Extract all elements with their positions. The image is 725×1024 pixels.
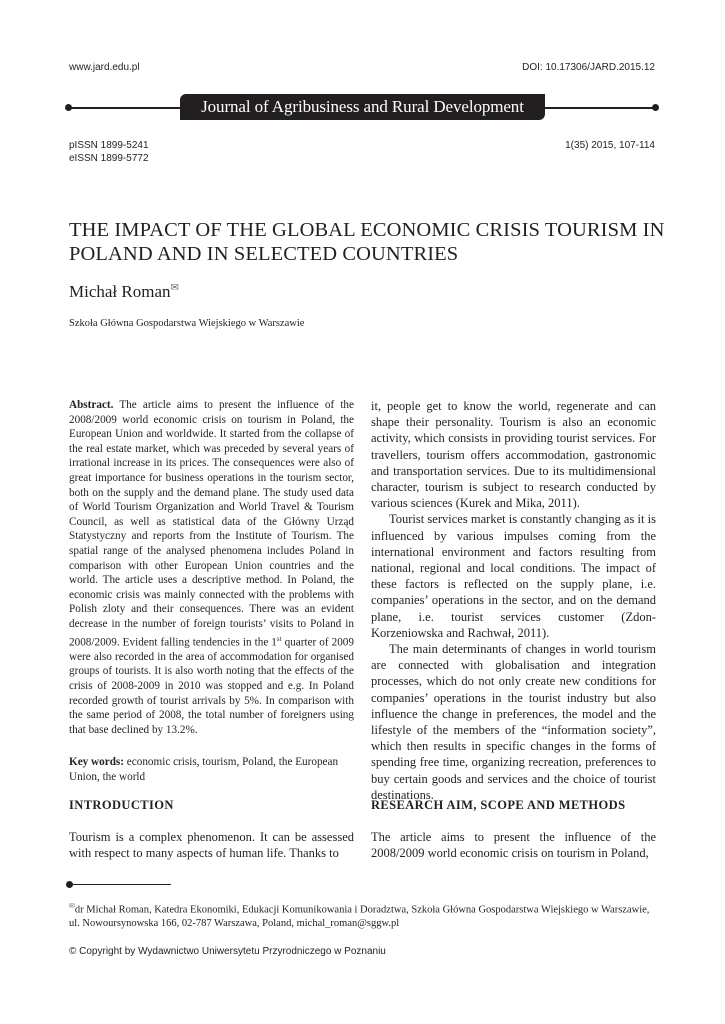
- abstract-text: The article aims to present the influence of the 2008/2009 world economic crisis on tourism in Poland, the European Union and worldwide. It started from the collapse of the real estate market, which was preceded by several years of irrational increase in its prices. The consequences were also of great importance for business operations in the tourism sector, both on the supply and the demand plane. The study used data of World Tourism Organization and World Travel & Tourism Council, as well as statistical data of the Główny Urząd Statystyczny and reports from the Institute of Tourism. The spatial range of the analysed phenomena includes Poland in comparison with other European Union countries and the world. The article uses a descriptive method. In Poland, the economic crisis was mainly connected with the problems with Polish zloty and their consequences. There was an evident decrease in the number of foreign tourists’ visits to Poland in 2008/2009. Evident falling tendencies in the 1: [69, 399, 354, 649]
- right-column: [371, 398, 656, 803]
- footnote-rule: [69, 884, 171, 885]
- abstract-label: Abstract.: [69, 399, 114, 411]
- keywords-text: economic crisis, tourism, Poland, the European Union, the world: [69, 756, 339, 783]
- research-text: The article aims to present the influence of the 2008/2009 world economic crisis on tourism in Poland,: [371, 830, 656, 861]
- abstract: [69, 398, 354, 737]
- footnote-text: dr Michał Roman, Katedra Ekonomiki, Edukacji Komunikowania i Doradztwa, Szkoła Główna Gospodarstwa Wiejskiego w Warszawie, ul. Nowoursynowska 166, 02-787 Warszawa, Poland, michal_roman@sggw.pl: [69, 904, 650, 929]
- section-heading-research: RESEARCH AIM, SCOPE AND METHODS: [371, 798, 626, 812]
- banner-dot-right: [652, 104, 659, 111]
- keywords-label: Key words:: [69, 756, 124, 769]
- copyright: © Copyright by Wydawnictwo Uniwersytetu Przyrodniczego w Poznaniu: [69, 946, 386, 957]
- pissn: pISSN 1899-5241: [69, 140, 149, 151]
- eissn: eISSN 1899-5772: [69, 153, 149, 164]
- issue-info: 1(35) 2015, 107-114: [565, 140, 655, 151]
- issn-block: [69, 139, 149, 165]
- banner-dot-left: [65, 104, 72, 111]
- body-paragraph: it, people get to know the world, regenerate and can shape their personality. Tourism is also an economic activity, which consists in providing tourist services. For travellers, tourism offers accommodation, gastronomic and transportation services. Due to its multidimensional character, tourism is subject to research conducted by various sciences (Kurek and Mika, 2011).: [371, 399, 656, 511]
- banner-rule-right: [545, 107, 656, 109]
- envelope-icon: ✉: [170, 282, 179, 294]
- author-name: Michał Roman: [69, 282, 171, 301]
- envelope-icon: ✉: [69, 902, 75, 910]
- footnote: [69, 900, 659, 931]
- article-title: THE IMPACT OF THE GLOBAL ECONOMIC CRISIS TOURISM IN POLAND AND IN SELECTED COUNTRIES: [69, 219, 665, 265]
- section-heading-introduction: INTRODUCTION: [69, 798, 174, 812]
- author: [69, 282, 179, 302]
- body-paragraph: The main determinants of changes in world tourism are connected with globalisation and integration processes, which do not only create new conditions for companies’ operations in the tourist industry but also influence the change in preferences, the model and the lifestyle of the members of the “information society”, which then results in specific changes in the forms of spending free time, organizing recreation, preferences to buy certain goods and services and the choice of tourist destinations.: [371, 642, 656, 802]
- body-paragraph: Tourist services market is constantly changing as it is influenced by various impulses coming from the international environment and factors resulting from national, regional and local conditions. The impact of these factors is reflected on the supply plane, i.e. companies’ operations in the sector, and on the demand plane, i.e. tourist services customer (Zdon-Korzeniowska and Rachwał, 2011).: [371, 512, 656, 640]
- journal-banner: Journal of Agribusiness and Rural Development: [180, 94, 545, 120]
- abstract-text-end: quarter of 2009 were also recorded in the area of accommodation for organised groups of tourists. It is also worth noting that the effects of the crisis of 2008-2009 in 2010 was stopped and e.g. In Poland recorded growth of tourist arrivals by 5%. In comparison with the same period of 2008, the total number of foreigners using that base declined by 13.2%.: [69, 636, 354, 736]
- doi-label: DOI: 10.17306/JARD.2015.12: [522, 62, 655, 73]
- site-url[interactable]: www.jard.edu.pl: [69, 62, 140, 73]
- abstract-superscript: st: [276, 634, 282, 643]
- introduction-text: Tourism is a complex phenomenon. It can be assessed with respect to many aspects of human life. Thanks to: [69, 830, 354, 861]
- banner-rule-left: [69, 107, 180, 109]
- affiliation: Szkoła Główna Gospodarstwa Wiejskiego w Warszawie: [69, 318, 305, 329]
- keywords: [69, 755, 354, 784]
- left-column: [69, 398, 354, 785]
